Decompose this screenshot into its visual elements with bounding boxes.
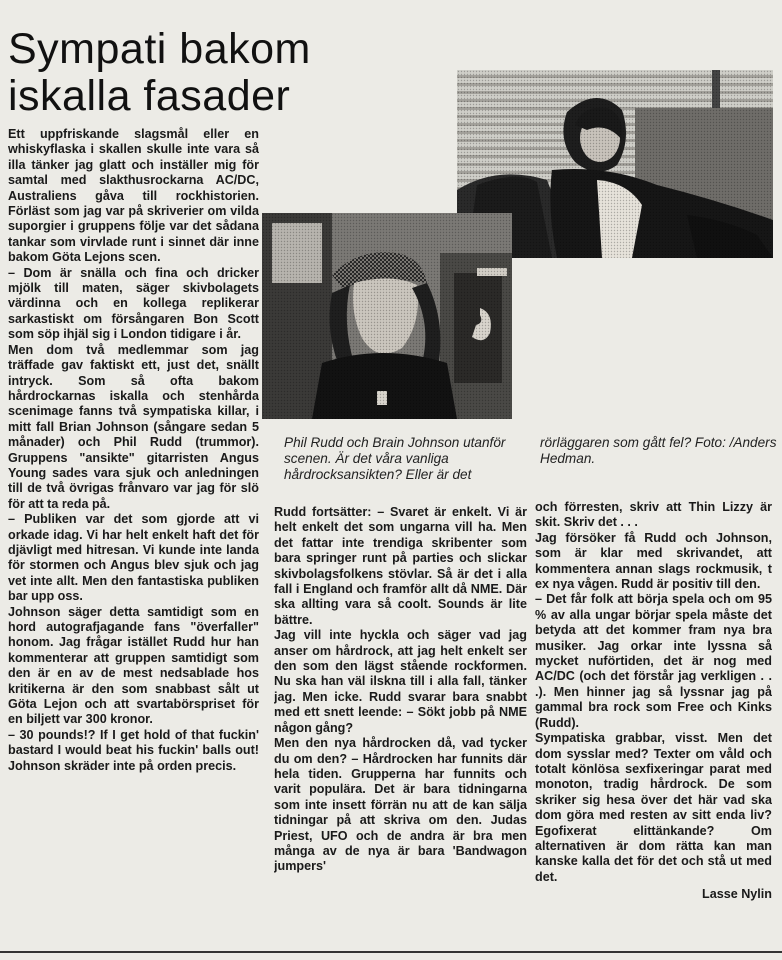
byline: Lasse Nylin — [702, 887, 772, 902]
headline-line-2: iskalla fasader — [8, 72, 291, 120]
photo-caption-part-2: rörläggaren som gått fel? Foto: /Anders Hedman. — [540, 435, 777, 466]
bottom-rule — [0, 951, 782, 953]
photo-caption-part-1: Phil Rudd och Brain Johnson utanför scenen. Är det våra vanliga hårdrocksansikten? Eller är det — [284, 435, 506, 482]
paragraph: Men dom två medlemmar som jag träffade gav faktiskt ett, just det, snällt intryck. Som så ofta bakom hårdrockarnas iskalla och stenhårda scenimage fanns två sympatiska killar, i mitt fall Brian Johnson (sångare sedan 5 månader) och Phil Rudd (trummor). Gruppens "ansikte" gitarristen Angus Young sades vara sjuk och anledningen till de två övrigas frånvaro var jag för slö för att ta reda på. — [8, 342, 259, 511]
paragraph: Sympatiska grabbar, visst. Men det dom sysslar med? Texter om våld och totalt könlösa sexfixeringar parat med monoton, tradig hårdrock. De som skriker sig hesa över det här vad ska dom göra med resten av sitt enda liv? Egofixerat elittänkande? Om alternativen är dom rätta kan man kanske kalla det för det och stå ut med det. — [535, 731, 772, 884]
paragraph: och förresten, skriv att Thin Lizzy är skit. Skriv det . . . — [535, 500, 772, 530]
article-column-1 — [8, 127, 259, 949]
paragraph: Johnson säger detta samtidigt som en hord autografjagande fans "överfaller" honom. Jag frågar istället Rudd hur han kommenterar att gruppen samtidigt som den är en av de mest nedsablade hos kritikerna är den som snabbast sålt ut Göta Lejon och att svartabörspriset för en biljett var 300 kronor. — [8, 604, 259, 727]
headline — [8, 26, 358, 120]
paragraph: Rudd fortsätter: – Svaret är enkelt. Vi är helt enkelt det som ungarna vill ha. Men det fattar inte trendiga skribenter som bara springer runt på parties och slickar skivbolagsfolkens stövlar. Så är det i alla fall i England och framför allt då NME. Där ska allting vara så coolt. Sounds är lite bättre. — [274, 505, 527, 627]
headline-line-1: Sympati bakom — [8, 25, 311, 73]
paragraph: – Publiken var det som gjorde att vi orkade idag. Vi har helt enkelt haft det för djävligt med hitresan. Vi kunde inte landa för stormen och Angus blev sjuk och jag vet inte allt. Men den fantastiska publiken bar upp oss. — [8, 512, 259, 604]
paragraph: Men den nya hårdrocken då, vad tycker du om den? – Hårdrocken har funnits där hela tiden. Grupperna har funnits och varit populära. Det är bara tidningarna som inte insett förrän nu att de kan sälja tidningar på att skriva om den. Judas Priest, UFO och de andra är bra men många av de nya är bara 'Bandwagon jumpers' — [274, 736, 527, 874]
paragraph: – Dom är snälla och fina och dricker mjölk till maten, säger skivbolagets värdinna och en kollega replikerar sarkastiskt om försångaren Bon Scott som söp ihjäl sig i London tidigare i år. — [8, 265, 259, 342]
paragraph: – Det får folk att börja spela och om 95 % av alla ungar börjar spela måste det betyda att det kommer fram nya bra musiker. Jag orkar inte lyssna så mycket nuförtiden, det är nog med AC/DC (och det förstår jag verkligen . . .). Men hinner jag så lyssnar jag på gammal bra rock som Free och Kinks (Rudd). — [535, 592, 772, 730]
paragraph: Ett uppfriskande slagsmål eller en whiskyflaska i skallen skulle inte vara så illa tänker jag glatt och inställer mig för samtal med slakthusrockarna AC/DC, Australiens gåva till rockhistorien. Förläst som jag var på skriverier om vilda suporgier i gruppens följe var det sådana tankar som virvlade runt i sinnet där inne bakom Göta Lejons scen. — [8, 127, 259, 265]
photo-musician-with-cap — [262, 213, 512, 419]
article-column-2 — [274, 505, 527, 949]
paragraph: – 30 pounds!? If I get hold of that fuckin' bastard I would beat his fuckin' balls out! Johnson skräder inte på orden precis. — [8, 727, 259, 773]
paragraph: Jag försöker få Rudd och Johnson, som är klar med skrivandet, att kommentera annan slags rockmusik, t ex nya vågen. Rudd är positiv till den. — [535, 530, 772, 592]
paragraph: Jag vill inte hyckla och säger vad jag anser om hårdrock, att jag helt enkelt ser den som den lägst stående rockformen. Nu ska han väl ilskna till i alla fall, tänker jag. Men icke. Rudd svarar bara snabbt med ett snett leende: – Sökt jobb på NME någon gång? — [274, 628, 527, 735]
article-column-3 — [535, 500, 772, 949]
